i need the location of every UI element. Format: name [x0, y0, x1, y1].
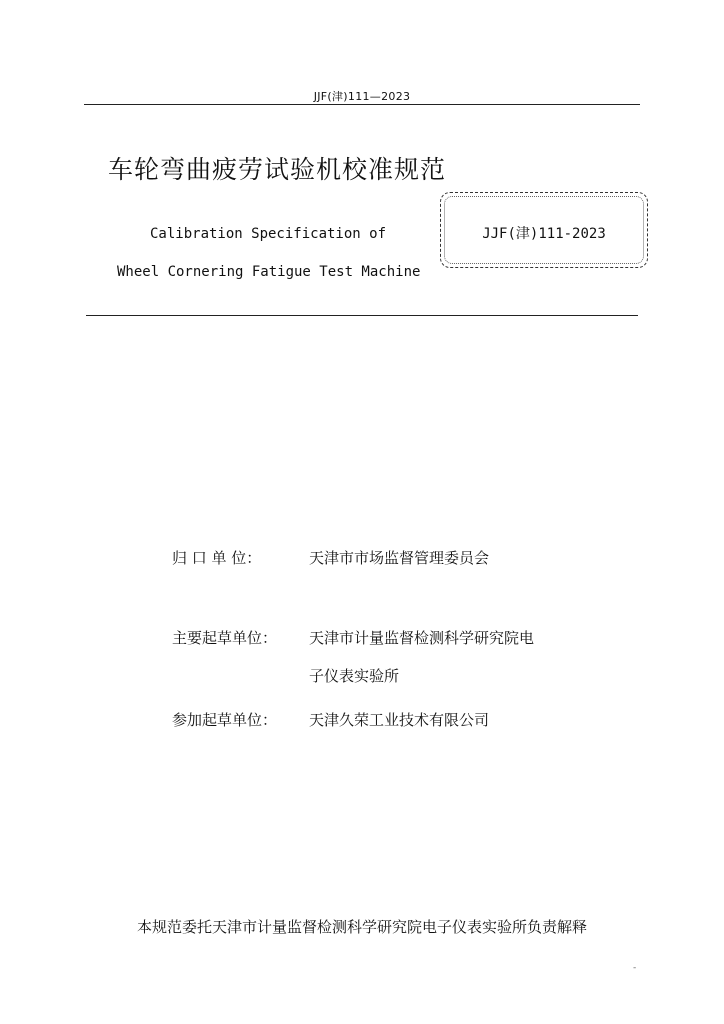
responsible-unit-label: 归 口 单 位： [172, 549, 262, 567]
responsible-unit-value: 天津市市场监督管理委员会 [309, 549, 490, 567]
header-standard-code: JJF(津)111—2023 [313, 90, 411, 103]
header-rule [84, 104, 640, 105]
code-frame-text: JJF(津)111-2023 [482, 226, 606, 242]
page-mark: - [633, 963, 637, 973]
main-drafting-unit-value-line2: 子仪表实验所 [309, 667, 400, 685]
document-title: 车轮弯曲疲劳试验机校准规范 [108, 155, 447, 184]
main-drafting-unit-label: 主要起草单位： [172, 629, 278, 647]
english-title-line1: Calibration Specification of [150, 226, 387, 242]
title-section-rule [86, 315, 638, 316]
participating-unit-value: 天津久荣工业技术有限公司 [309, 711, 490, 729]
interpretation-note: 本规范委托天津市计量监督检测科学研究院电子仪表实验所负责解释 [136, 918, 587, 936]
main-drafting-unit-value-line1: 天津市计量监督检测科学研究院电 [309, 629, 535, 647]
english-title-line2: Wheel Cornering Fatigue Test Machine [117, 264, 421, 280]
participating-unit-label: 参加起草单位： [172, 711, 278, 729]
